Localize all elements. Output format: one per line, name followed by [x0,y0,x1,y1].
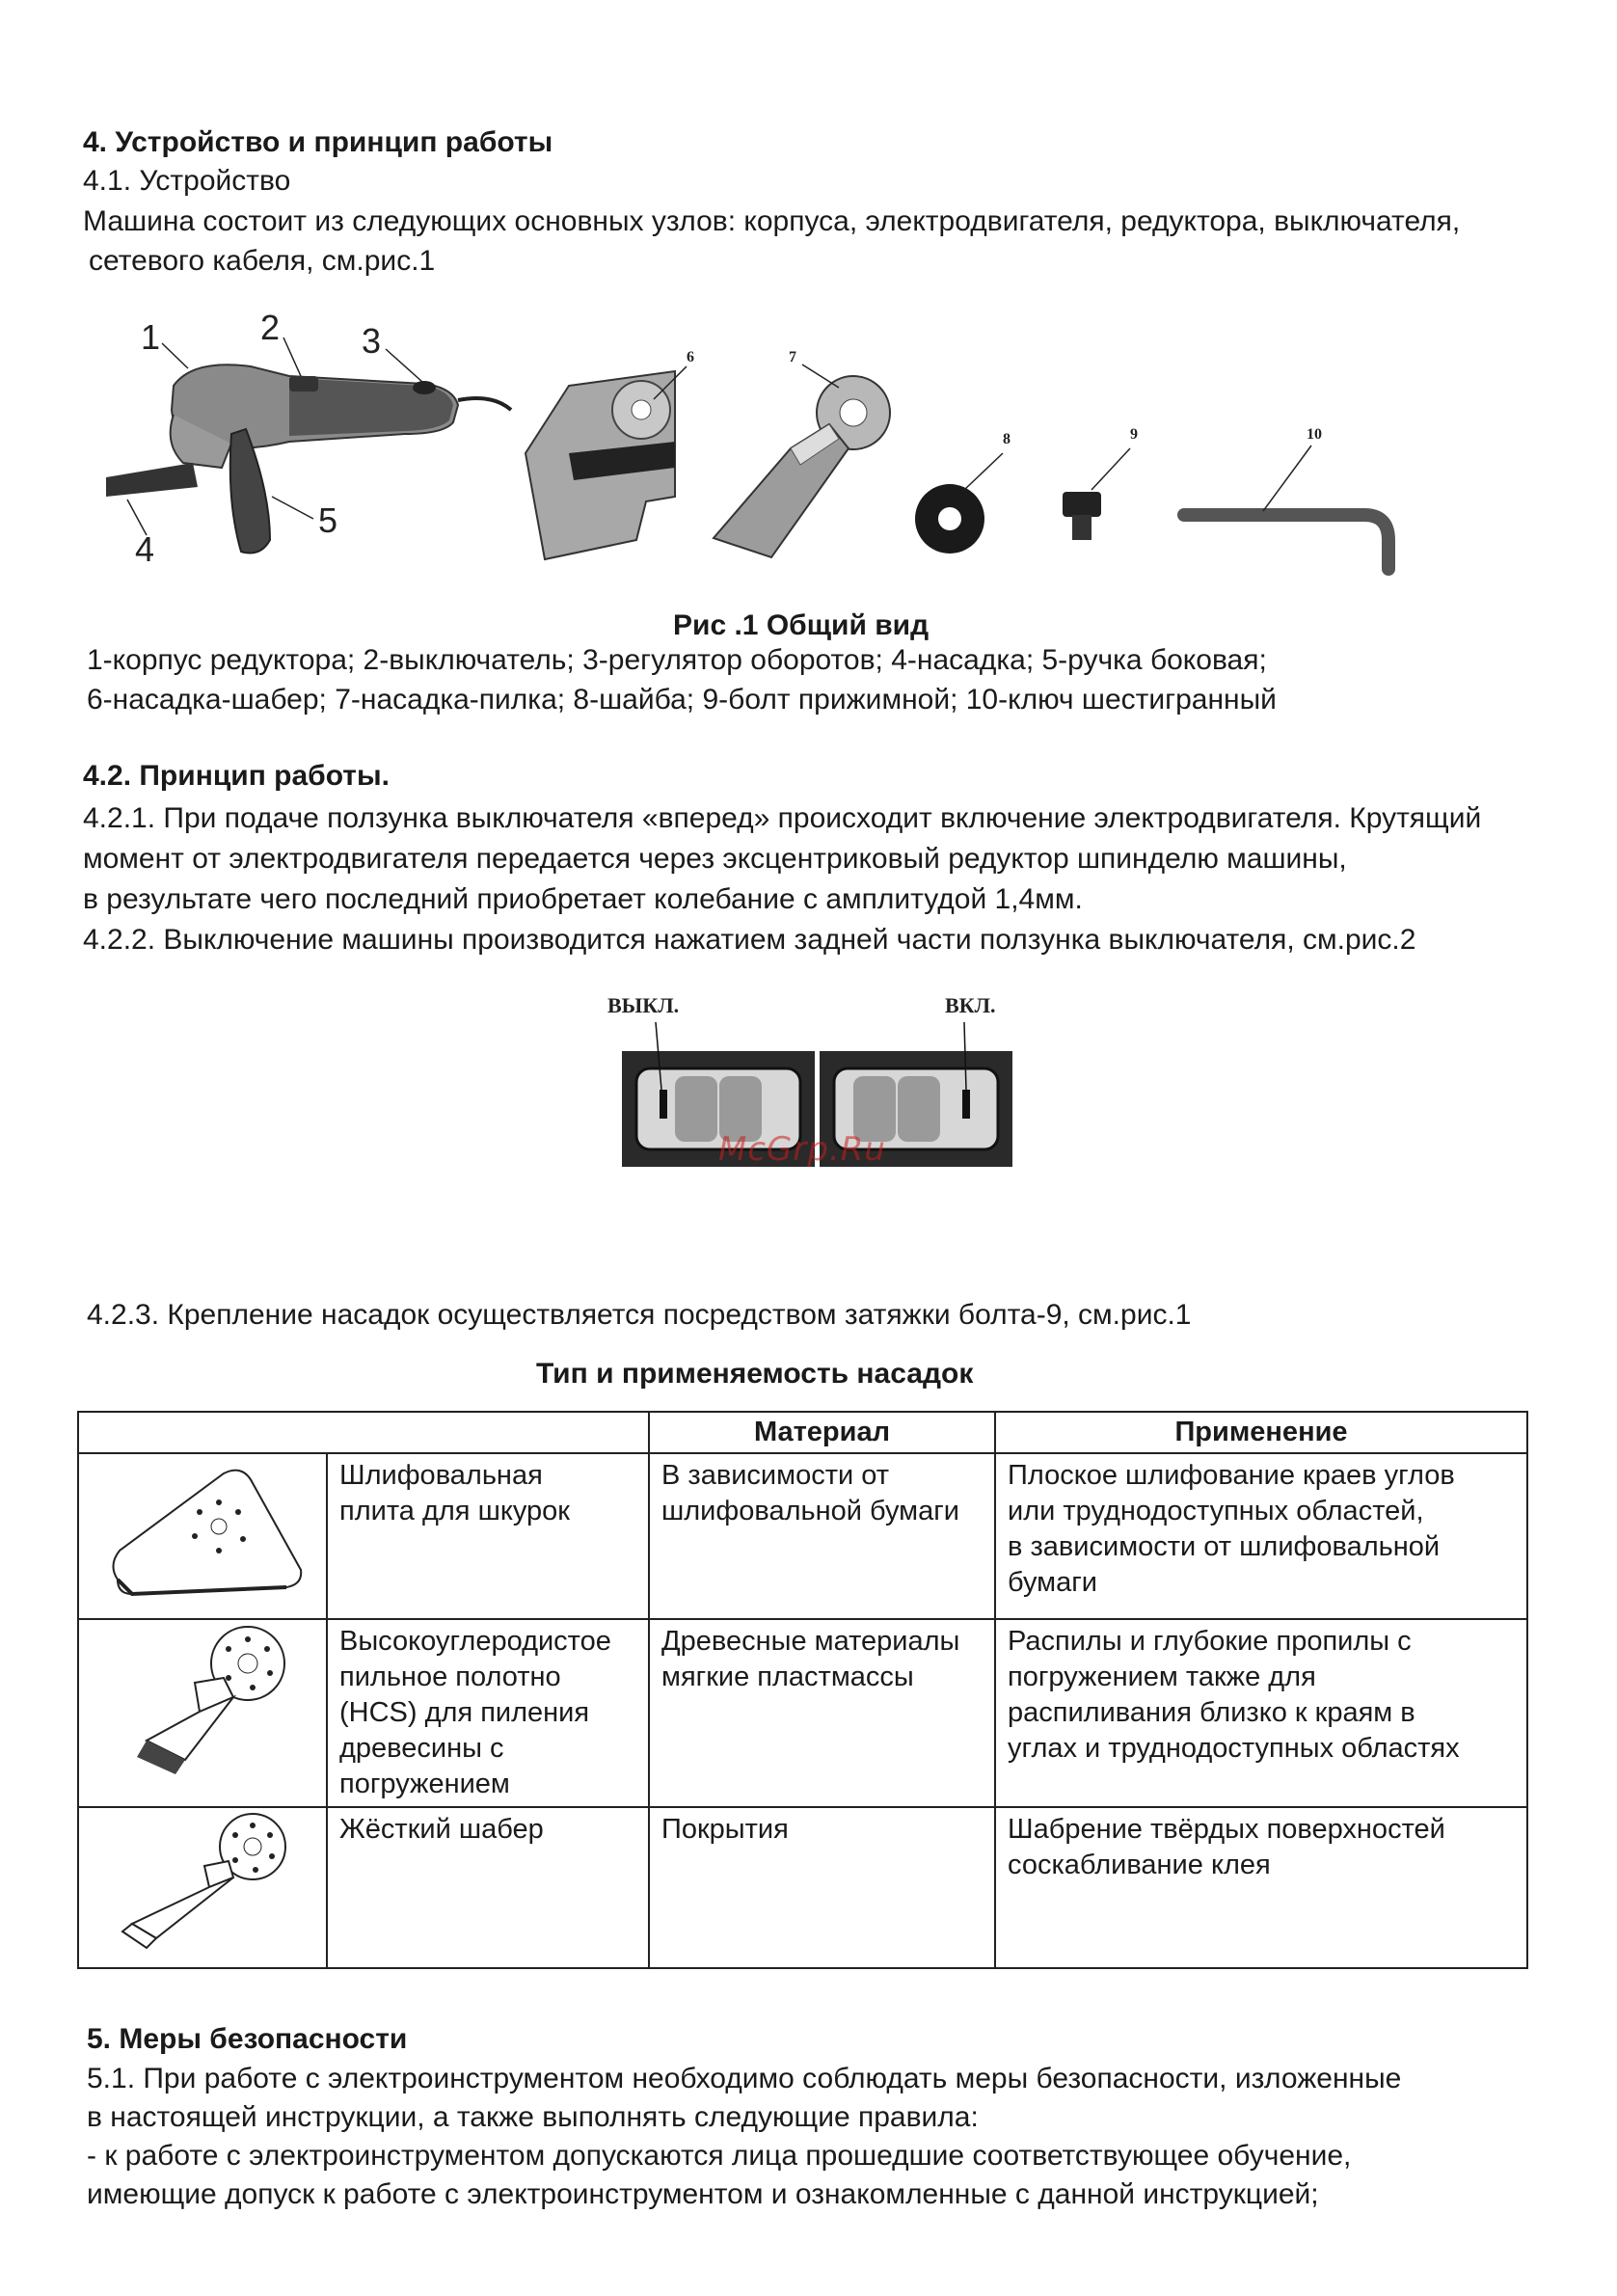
attachments-table [77,1411,1528,1969]
table-row [78,1807,1527,1968]
row-2-application-line: погружением также для [1008,1661,1316,1692]
table-row [78,1453,1527,1619]
callout-3: 3 [362,321,382,361]
row-1-application-line: в зависимости от шлифовальной [1008,1531,1441,1562]
row-1-application-line: или труднодоступных областей, [1008,1496,1424,1526]
row-3-name-line: Жёсткий шабер [339,1814,544,1845]
row-1-name-line: плита для шкурок [339,1496,570,1526]
bolt-attachment [1063,426,1138,540]
section-5-line-2: в настоящей инструкции, а также выполнять следующие правила: [87,2101,979,2133]
section-5-line-1: 5.1. При работе с электроинструментом необходимо соблюдать меры безопасности, изложенные [87,2063,1402,2094]
row-2-name-line: (HCS) для пиления [339,1697,590,1728]
attachments-table-title: Тип и применяемость насадок [536,1358,974,1390]
row-2-name-line: Высокоуглеродистое [339,1626,611,1657]
row-2-material [649,1619,995,1807]
scraper-attachment [526,349,694,559]
callout-1: 1 [141,317,161,357]
switch-on-label: ВКЛ. [945,993,996,1017]
figure-1-caption: Рис .1 Общий вид [673,609,930,641]
row-1-application-line: Плоское шлифование краев углов [1008,1460,1455,1491]
paragraph-4-2-1-line-3: в результате чего последний приобретает колебание с амплитудой 1,4мм. [83,883,1083,915]
row-2-name-line: древесины с [339,1733,504,1764]
row-2-application [995,1619,1527,1807]
section-4-1-title: 4.1. Устройство [83,165,291,197]
row-3-material-line: Покрытия [661,1814,789,1845]
row-3-material [649,1807,995,1968]
header-material: Материал [649,1412,995,1453]
hex-key-attachment [1184,426,1388,569]
callout-4: 4 [135,529,155,569]
row-2-name [327,1619,649,1807]
section-5-title: 5. Меры безопасности [87,2023,408,2055]
row-2-name-line: погружением [339,1769,510,1799]
row-2-image [78,1619,327,1807]
watermark: McGrp.Ru [718,1130,886,1169]
header-application: Применение [995,1412,1527,1453]
callout-10: 10 [1307,426,1322,443]
row-1-name [327,1453,649,1619]
callout-8: 8 [1003,431,1011,447]
row-2-material-line: мягкие пластмассы [661,1661,914,1692]
callout-9: 9 [1130,426,1138,443]
table-header-row [78,1412,1527,1453]
row-2-material-line: Древесные материалы [661,1626,960,1657]
row-1-application [995,1453,1527,1619]
saw-blade-attachment [714,349,890,557]
row-1-application-line: бумаги [1008,1567,1097,1598]
paragraph-4-2-1-line-2: момент от электродвигателя передается через эксцентриковый редуктор шпинделю машины, [83,843,1347,875]
saw-blade-icon [79,1620,326,1794]
row-3-image [78,1807,327,1968]
section-4-title: 4. Устройство и принцип работы [83,126,553,158]
intro-line-2: сетевого кабеля, см.рис.1 [89,245,436,277]
sanding-plate-icon [79,1454,326,1608]
row-2-name-line: пильное полотно [339,1661,561,1692]
row-1-name-line: Шлифовальная [339,1460,543,1491]
row-1-image [78,1453,327,1619]
scraper-blade-icon [79,1808,326,1958]
figure-1-legend-line-2: 6-насадка-шабер; 7-насадка-пилка; 8-шайба; 9-болт прижимной; 10-ключ шестигранный [87,684,1277,716]
section-5-line-4: имеющие допуск к работе с электроинструментом и ознакомленные с данной инструкцией; [87,2178,1319,2210]
section-5-line-3: - к работе с электроинструментом допускаются лица прошедшие соответствующее обучение, [87,2140,1352,2172]
row-3-application-line: соскабливание клея [1008,1850,1271,1880]
row-2-application-line: Распилы и глубокие пропилы с [1008,1626,1412,1657]
row-3-application-line: Шабрение твёрдых поверхностей [1008,1814,1445,1845]
multitool-illustration [106,365,511,553]
callout-2: 2 [260,308,281,347]
row-2-application-line: углах и труднодоступных областях [1008,1733,1460,1764]
callout-5: 5 [318,500,338,540]
header-blank [78,1412,649,1453]
callout-7: 7 [789,349,796,365]
washer-attachment [915,431,1011,554]
figure-1-general-view [0,299,1617,588]
row-1-material-line: В зависимости от [661,1460,890,1491]
row-3-name [327,1807,649,1968]
row-3-application [995,1807,1527,1968]
paragraph-4-2-1-line-1: 4.2.1. При подаче ползунка выключателя «вперед» происходит включение электродвигателя. Крутящий [83,802,1482,834]
table-row [78,1619,1527,1807]
section-4-2-title: 4.2. Принцип работы. [83,760,390,792]
row-1-material-line: шлифовальной бумаги [661,1496,960,1526]
figure-1-legend-line-1: 1-корпус редуктора; 2-выключатель; 3-регулятор оборотов; 4-насадка; 5-ручка боковая; [87,644,1267,676]
paragraph-4-2-3: 4.2.3. Крепление насадок осуществляется посредством затяжки болта-9, см.рис.1 [87,1299,1192,1331]
row-2-application-line: распиливания близко к краям в [1008,1697,1415,1728]
intro-line-1: Машина состоит из следующих основных узлов: корпуса, электродвигателя, редуктора, выключателя, [83,205,1461,237]
paragraph-4-2-2: 4.2.2. Выключение машины производится нажатием задней части ползунка выключателя, см.рис.2 [83,924,1416,956]
callout-6: 6 [687,349,694,365]
switch-off-label: ВЫКЛ. [607,993,680,1017]
row-1-material [649,1453,995,1619]
